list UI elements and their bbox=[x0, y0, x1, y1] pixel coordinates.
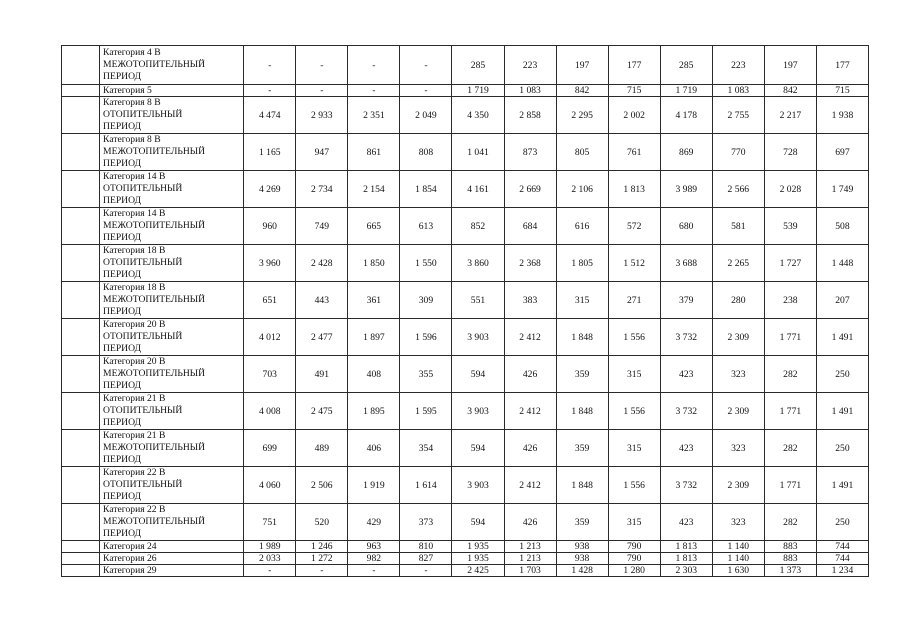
value-cell: 2 309 bbox=[712, 319, 764, 356]
value-cell: 1 771 bbox=[764, 319, 816, 356]
value-cell: 2 755 bbox=[712, 97, 764, 134]
row-gutter-cell bbox=[62, 319, 100, 356]
value-cell: 315 bbox=[608, 430, 660, 467]
value-cell: 2 295 bbox=[556, 97, 608, 134]
value-cell: 491 bbox=[296, 356, 348, 393]
value-cell: 938 bbox=[556, 541, 608, 553]
value-cell: 2 303 bbox=[660, 565, 712, 577]
row-gutter-cell bbox=[62, 85, 100, 97]
value-cell: 1 512 bbox=[608, 245, 660, 282]
value-cell: 429 bbox=[348, 504, 400, 541]
value-cell: 697 bbox=[816, 134, 868, 171]
value-cell: 3 903 bbox=[452, 319, 504, 356]
row-gutter-cell bbox=[62, 541, 100, 553]
value-cell: 406 bbox=[348, 430, 400, 467]
value-cell: 938 bbox=[556, 553, 608, 565]
value-cell: 869 bbox=[660, 134, 712, 171]
value-cell: 842 bbox=[764, 85, 816, 97]
value-cell: 2 002 bbox=[608, 97, 660, 134]
value-cell: 2 412 bbox=[504, 393, 556, 430]
category-cell: Категория 20 В МЕЖОТОПИТЕЛЬНЫЙ ПЕРИОД bbox=[100, 356, 244, 393]
value-cell: 751 bbox=[244, 504, 296, 541]
value-cell: 1 491 bbox=[816, 467, 868, 504]
value-cell: 3 903 bbox=[452, 393, 504, 430]
value-cell: 2 566 bbox=[712, 171, 764, 208]
value-cell: 749 bbox=[296, 208, 348, 245]
category-cell: Категория 24 bbox=[100, 541, 244, 553]
value-cell: 539 bbox=[764, 208, 816, 245]
value-cell: 280 bbox=[712, 282, 764, 319]
value-cell: 1 850 bbox=[348, 245, 400, 282]
row-gutter-cell bbox=[62, 393, 100, 430]
value-cell: 1 596 bbox=[400, 319, 452, 356]
value-cell: 2 475 bbox=[296, 393, 348, 430]
value-cell: - bbox=[296, 85, 348, 97]
value-cell: 3 860 bbox=[452, 245, 504, 282]
value-cell: 285 bbox=[452, 46, 504, 85]
value-cell: 1 556 bbox=[608, 319, 660, 356]
value-cell: 2 506 bbox=[296, 467, 348, 504]
value-cell: 2 033 bbox=[244, 553, 296, 565]
value-cell: - bbox=[244, 46, 296, 85]
value-cell: 2 425 bbox=[452, 565, 504, 577]
category-cell: Категория 8 В МЕЖОТОПИТЕЛЬНЫЙ ПЕРИОД bbox=[100, 134, 244, 171]
row-gutter-cell bbox=[62, 467, 100, 504]
row-gutter-cell bbox=[62, 134, 100, 171]
value-cell: 613 bbox=[400, 208, 452, 245]
value-cell: 1 848 bbox=[556, 467, 608, 504]
value-cell: 1 556 bbox=[608, 467, 660, 504]
value-cell: 426 bbox=[504, 356, 556, 393]
category-cell: Категория 20 В ОТОПИТЕЛЬНЫЙ ПЕРИОД bbox=[100, 319, 244, 356]
value-cell: 1 749 bbox=[816, 171, 868, 208]
value-cell: - bbox=[244, 565, 296, 577]
value-cell: 810 bbox=[400, 541, 452, 553]
value-cell: 761 bbox=[608, 134, 660, 171]
value-cell: 2 309 bbox=[712, 393, 764, 430]
value-cell: - bbox=[348, 85, 400, 97]
value-cell: 572 bbox=[608, 208, 660, 245]
table-row bbox=[62, 430, 869, 467]
value-cell: 443 bbox=[296, 282, 348, 319]
table-row bbox=[62, 541, 869, 553]
value-cell: 1 213 bbox=[504, 553, 556, 565]
value-cell: 703 bbox=[244, 356, 296, 393]
value-cell: 359 bbox=[556, 430, 608, 467]
value-cell: 1 448 bbox=[816, 245, 868, 282]
value-cell: 423 bbox=[660, 430, 712, 467]
category-cell: Категория 21 В МЕЖОТОПИТЕЛЬНЫЙ ПЕРИОД bbox=[100, 430, 244, 467]
value-cell: 2 154 bbox=[348, 171, 400, 208]
value-cell: 4 008 bbox=[244, 393, 296, 430]
value-cell: 680 bbox=[660, 208, 712, 245]
table-row bbox=[62, 504, 869, 541]
table-row bbox=[62, 393, 869, 430]
tariff-table bbox=[61, 45, 869, 577]
value-cell: 861 bbox=[348, 134, 400, 171]
value-cell: 315 bbox=[556, 282, 608, 319]
value-cell: 715 bbox=[608, 85, 660, 97]
value-cell: 827 bbox=[400, 553, 452, 565]
value-cell: 1 550 bbox=[400, 245, 452, 282]
category-cell: Категория 4 В МЕЖОТОПИТЕЛЬНЫЙ ПЕРИОД bbox=[100, 46, 244, 85]
value-cell: 1 771 bbox=[764, 393, 816, 430]
value-cell: 323 bbox=[712, 504, 764, 541]
value-cell: 285 bbox=[660, 46, 712, 85]
value-cell: 1 771 bbox=[764, 467, 816, 504]
category-cell: Категория 14 В ОТОПИТЕЛЬНЫЙ ПЕРИОД bbox=[100, 171, 244, 208]
row-gutter-cell bbox=[62, 171, 100, 208]
value-cell: 4 350 bbox=[452, 97, 504, 134]
value-cell: 1 630 bbox=[712, 565, 764, 577]
category-cell: Категория 22 В ОТОПИТЕЛЬНЫЙ ПЕРИОД bbox=[100, 467, 244, 504]
table-row bbox=[62, 171, 869, 208]
value-cell: 963 bbox=[348, 541, 400, 553]
value-cell: 177 bbox=[816, 46, 868, 85]
value-cell: - bbox=[244, 85, 296, 97]
value-cell: 883 bbox=[764, 541, 816, 553]
category-cell: Категория 14 В МЕЖОТОПИТЕЛЬНЫЙ ПЕРИОД bbox=[100, 208, 244, 245]
value-cell: 808 bbox=[400, 134, 452, 171]
value-cell: 699 bbox=[244, 430, 296, 467]
value-cell: 1 919 bbox=[348, 467, 400, 504]
value-cell: 728 bbox=[764, 134, 816, 171]
value-cell: 3 732 bbox=[660, 467, 712, 504]
value-cell: 4 060 bbox=[244, 467, 296, 504]
value-cell: 1 234 bbox=[816, 565, 868, 577]
value-cell: - bbox=[400, 46, 452, 85]
value-cell: 383 bbox=[504, 282, 556, 319]
value-cell: 309 bbox=[400, 282, 452, 319]
value-cell: 1 246 bbox=[296, 541, 348, 553]
value-cell: 323 bbox=[712, 356, 764, 393]
value-cell: 2 368 bbox=[504, 245, 556, 282]
value-cell: 355 bbox=[400, 356, 452, 393]
table-row bbox=[62, 565, 869, 577]
category-cell: Категория 5 bbox=[100, 85, 244, 97]
value-cell: 2 351 bbox=[348, 97, 400, 134]
value-cell: 1 897 bbox=[348, 319, 400, 356]
value-cell: 1 165 bbox=[244, 134, 296, 171]
table-row bbox=[62, 282, 869, 319]
value-cell: 873 bbox=[504, 134, 556, 171]
category-cell: Категория 29 bbox=[100, 565, 244, 577]
category-cell: Категория 21 В ОТОПИТЕЛЬНЫЙ ПЕРИОД bbox=[100, 393, 244, 430]
value-cell: 197 bbox=[764, 46, 816, 85]
table-row bbox=[62, 356, 869, 393]
value-cell: 982 bbox=[348, 553, 400, 565]
value-cell: 4 012 bbox=[244, 319, 296, 356]
value-cell: 1 140 bbox=[712, 553, 764, 565]
value-cell: 361 bbox=[348, 282, 400, 319]
value-cell: 947 bbox=[296, 134, 348, 171]
value-cell: 354 bbox=[400, 430, 452, 467]
value-cell: 1 428 bbox=[556, 565, 608, 577]
value-cell: 359 bbox=[556, 504, 608, 541]
value-cell: 1 935 bbox=[452, 553, 504, 565]
value-cell: 423 bbox=[660, 356, 712, 393]
row-gutter-cell bbox=[62, 565, 100, 577]
value-cell: - bbox=[296, 46, 348, 85]
value-cell: 842 bbox=[556, 85, 608, 97]
row-gutter-cell bbox=[62, 97, 100, 134]
row-gutter-cell bbox=[62, 356, 100, 393]
value-cell: 1 805 bbox=[556, 245, 608, 282]
row-gutter-cell bbox=[62, 46, 100, 85]
value-cell: 197 bbox=[556, 46, 608, 85]
table-row bbox=[62, 97, 869, 134]
value-cell: 1 989 bbox=[244, 541, 296, 553]
value-cell: 223 bbox=[712, 46, 764, 85]
value-cell: 1 727 bbox=[764, 245, 816, 282]
value-cell: 684 bbox=[504, 208, 556, 245]
value-cell: 4 474 bbox=[244, 97, 296, 134]
value-cell: 852 bbox=[452, 208, 504, 245]
value-cell: 790 bbox=[608, 541, 660, 553]
value-cell: 2 309 bbox=[712, 467, 764, 504]
value-cell: 3 732 bbox=[660, 393, 712, 430]
value-cell: 2 028 bbox=[764, 171, 816, 208]
value-cell: 883 bbox=[764, 553, 816, 565]
table-row bbox=[62, 467, 869, 504]
value-cell: 1 083 bbox=[504, 85, 556, 97]
table-row bbox=[62, 134, 869, 171]
value-cell: 426 bbox=[504, 504, 556, 541]
value-cell: 1 213 bbox=[504, 541, 556, 553]
category-cell: Категория 8 В ОТОПИТЕЛЬНЫЙ ПЕРИОД bbox=[100, 97, 244, 134]
value-cell: 1 719 bbox=[660, 85, 712, 97]
value-cell: 744 bbox=[816, 541, 868, 553]
value-cell: 2 412 bbox=[504, 467, 556, 504]
value-cell: 770 bbox=[712, 134, 764, 171]
table-row bbox=[62, 85, 869, 97]
value-cell: 1 938 bbox=[816, 97, 868, 134]
value-cell: 744 bbox=[816, 553, 868, 565]
value-cell: 282 bbox=[764, 504, 816, 541]
value-cell: 665 bbox=[348, 208, 400, 245]
value-cell: 2 217 bbox=[764, 97, 816, 134]
value-cell: 177 bbox=[608, 46, 660, 85]
value-cell: 508 bbox=[816, 208, 868, 245]
value-cell: 2 412 bbox=[504, 319, 556, 356]
value-cell: 3 688 bbox=[660, 245, 712, 282]
value-cell: 1 556 bbox=[608, 393, 660, 430]
value-cell: 2 265 bbox=[712, 245, 764, 282]
row-gutter-cell bbox=[62, 553, 100, 565]
value-cell: 4 269 bbox=[244, 171, 296, 208]
value-cell: 1 272 bbox=[296, 553, 348, 565]
row-gutter-cell bbox=[62, 245, 100, 282]
value-cell: 2 428 bbox=[296, 245, 348, 282]
value-cell: 960 bbox=[244, 208, 296, 245]
table-body bbox=[62, 46, 869, 577]
value-cell: 373 bbox=[400, 504, 452, 541]
value-cell: 805 bbox=[556, 134, 608, 171]
value-cell: 3 903 bbox=[452, 467, 504, 504]
table-row bbox=[62, 319, 869, 356]
value-cell: 1 848 bbox=[556, 319, 608, 356]
value-cell: 359 bbox=[556, 356, 608, 393]
table-row bbox=[62, 245, 869, 282]
value-cell: 1 703 bbox=[504, 565, 556, 577]
value-cell: - bbox=[400, 565, 452, 577]
row-gutter-cell bbox=[62, 430, 100, 467]
value-cell: 1 614 bbox=[400, 467, 452, 504]
value-cell: - bbox=[400, 85, 452, 97]
value-cell: 282 bbox=[764, 356, 816, 393]
value-cell: 1 813 bbox=[660, 553, 712, 565]
value-cell: 282 bbox=[764, 430, 816, 467]
value-cell: 616 bbox=[556, 208, 608, 245]
value-cell: 1 280 bbox=[608, 565, 660, 577]
value-cell: 520 bbox=[296, 504, 348, 541]
row-gutter-cell bbox=[62, 208, 100, 245]
value-cell: 1 041 bbox=[452, 134, 504, 171]
value-cell: 651 bbox=[244, 282, 296, 319]
value-cell: 1 719 bbox=[452, 85, 504, 97]
value-cell: 2 669 bbox=[504, 171, 556, 208]
row-gutter-cell bbox=[62, 282, 100, 319]
value-cell: 423 bbox=[660, 504, 712, 541]
value-cell: 1 935 bbox=[452, 541, 504, 553]
value-cell: 3 960 bbox=[244, 245, 296, 282]
value-cell: 2 933 bbox=[296, 97, 348, 134]
value-cell: 551 bbox=[452, 282, 504, 319]
value-cell: 1 373 bbox=[764, 565, 816, 577]
value-cell: 581 bbox=[712, 208, 764, 245]
value-cell: 3 732 bbox=[660, 319, 712, 356]
row-gutter-cell bbox=[62, 504, 100, 541]
value-cell: 315 bbox=[608, 504, 660, 541]
value-cell: 1 083 bbox=[712, 85, 764, 97]
value-cell: 1 854 bbox=[400, 171, 452, 208]
category-cell: Категория 22 В МЕЖОТОПИТЕЛЬНЫЙ ПЕРИОД bbox=[100, 504, 244, 541]
value-cell: 2 477 bbox=[296, 319, 348, 356]
value-cell: 4 161 bbox=[452, 171, 504, 208]
value-cell: 315 bbox=[608, 356, 660, 393]
value-cell: 594 bbox=[452, 356, 504, 393]
value-cell: - bbox=[348, 46, 400, 85]
value-cell: 594 bbox=[452, 504, 504, 541]
table-row bbox=[62, 46, 869, 85]
value-cell: 489 bbox=[296, 430, 348, 467]
value-cell: 207 bbox=[816, 282, 868, 319]
value-cell: 426 bbox=[504, 430, 556, 467]
value-cell: 1 491 bbox=[816, 319, 868, 356]
value-cell: 1 140 bbox=[712, 541, 764, 553]
value-cell: 4 178 bbox=[660, 97, 712, 134]
value-cell: 379 bbox=[660, 282, 712, 319]
category-cell: Категория 18 В ОТОПИТЕЛЬНЫЙ ПЕРИОД bbox=[100, 245, 244, 282]
value-cell: 594 bbox=[452, 430, 504, 467]
value-cell: 238 bbox=[764, 282, 816, 319]
value-cell: 2 106 bbox=[556, 171, 608, 208]
value-cell: 2 734 bbox=[296, 171, 348, 208]
value-cell: 2 858 bbox=[504, 97, 556, 134]
value-cell: 271 bbox=[608, 282, 660, 319]
value-cell: 250 bbox=[816, 504, 868, 541]
value-cell: 1 895 bbox=[348, 393, 400, 430]
value-cell: 223 bbox=[504, 46, 556, 85]
value-cell: 715 bbox=[816, 85, 868, 97]
value-cell: 1 813 bbox=[660, 541, 712, 553]
value-cell: 3 989 bbox=[660, 171, 712, 208]
value-cell: - bbox=[348, 565, 400, 577]
value-cell: 2 049 bbox=[400, 97, 452, 134]
value-cell: 1 813 bbox=[608, 171, 660, 208]
value-cell: 408 bbox=[348, 356, 400, 393]
value-cell: 323 bbox=[712, 430, 764, 467]
value-cell: - bbox=[296, 565, 348, 577]
value-cell: 250 bbox=[816, 430, 868, 467]
value-cell: 1 595 bbox=[400, 393, 452, 430]
value-cell: 1 491 bbox=[816, 393, 868, 430]
table-row bbox=[62, 208, 869, 245]
category-cell: Категория 18 В МЕЖОТОПИТЕЛЬНЫЙ ПЕРИОД bbox=[100, 282, 244, 319]
value-cell: 790 bbox=[608, 553, 660, 565]
category-cell: Категория 26 bbox=[100, 553, 244, 565]
table-row bbox=[62, 553, 869, 565]
value-cell: 1 848 bbox=[556, 393, 608, 430]
value-cell: 250 bbox=[816, 356, 868, 393]
